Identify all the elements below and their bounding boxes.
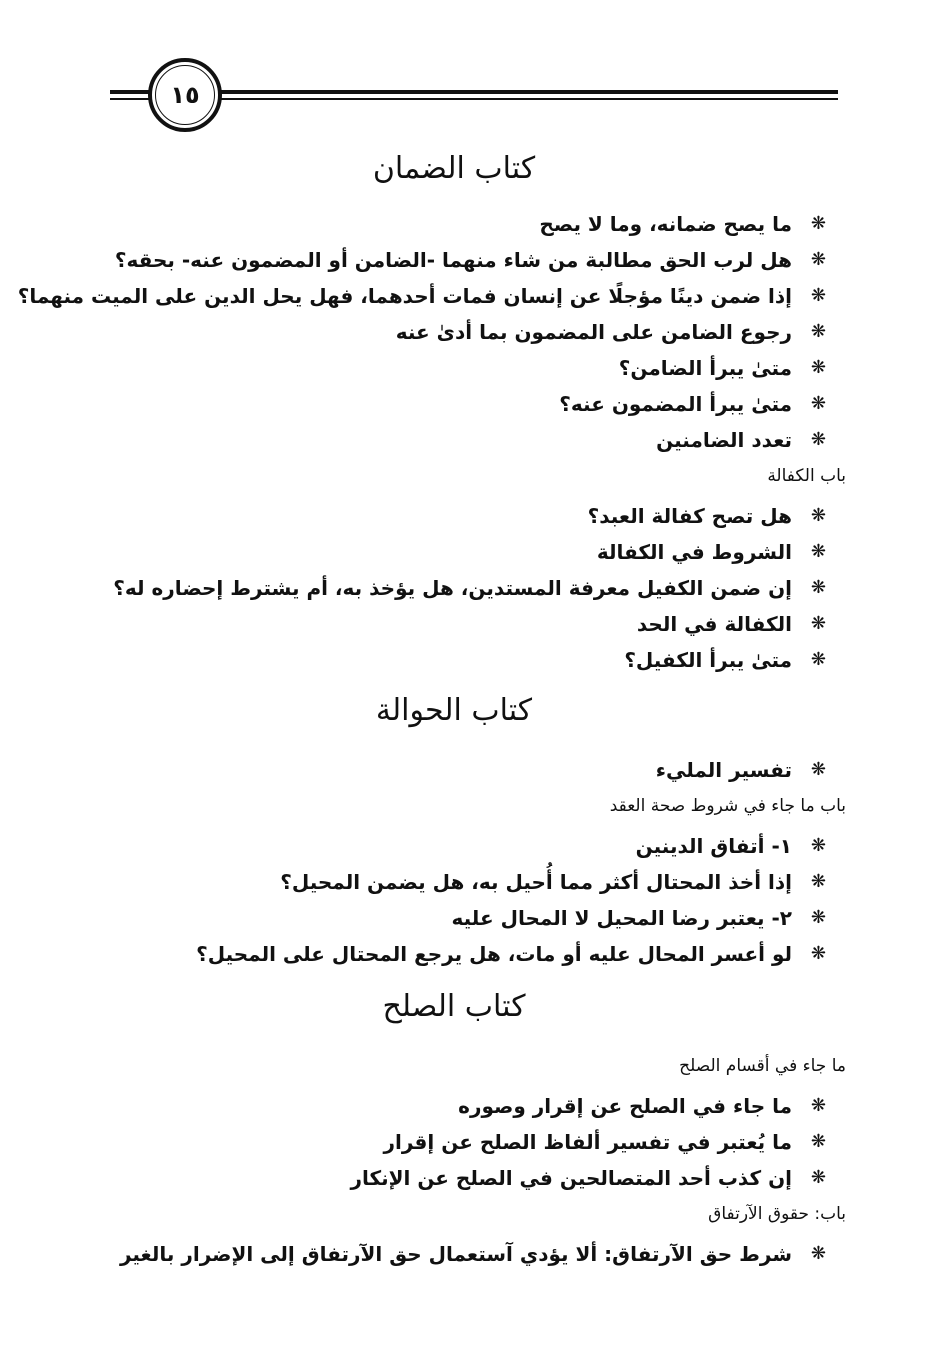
bullet-star-icon: ❋	[810, 871, 826, 892]
list-item: ❋ إذا أخذ المحتال أكثر مما أُحيل به، هل يضمن المحيل؟	[114, 864, 834, 900]
list-item: ❋ الشروط في الكفالة	[114, 534, 834, 570]
irtifaq-list	[114, 1236, 834, 1272]
list-item: ❋ ما جاء في الصلح عن إقرار وصوره	[114, 1088, 834, 1124]
page-content	[17, 140, 846, 1272]
list-item: ❋ ما يُعتبر في تفسير ألفاظ الصلح عن إقرار	[114, 1124, 834, 1160]
list-item: ❋ متىٰ يبرأ الضامن؟	[114, 350, 834, 386]
bullet-star-icon: ❋	[810, 393, 826, 414]
bullet-star-icon: ❋	[810, 1131, 826, 1152]
bullet-star-icon: ❋	[810, 213, 826, 234]
list-item: ❋ هل تصح كفالة العبد؟	[114, 498, 834, 534]
bullet-star-icon: ❋	[810, 1167, 826, 1188]
list-item: ❋ متىٰ يبرأ المضمون عنه؟	[114, 386, 834, 422]
list-item: ❋ متىٰ يبرأ الكفيل؟	[114, 642, 834, 678]
section-heading-hawala-conditions: باب ما جاء في شروط صحة العقد	[609, 796, 846, 816]
bullet-star-icon: ❋	[810, 943, 826, 964]
bullet-star-icon: ❋	[810, 1243, 826, 1264]
hawala-conditions-list	[114, 828, 834, 972]
page-number-badge	[148, 58, 222, 132]
list-item: ❋ إذا ضمن دينًا مؤجلًا عن إنسان فمات أحدهما، فهل يحل الدين على الميت منهما؟	[114, 278, 834, 314]
list-item: ❋ ٢- يعتبر رضا المحيل لا المحال عليه	[114, 900, 834, 936]
hawala-list	[114, 752, 834, 788]
list-item: ❋ إن ضمن الكفيل معرفة المستدين، هل يؤخذ به، أم يشترط إحضاره له؟	[114, 570, 834, 606]
list-item: ❋ ما يصح ضمانه، وما لا يصح	[114, 206, 834, 242]
list-item: ❋ إن كذب أحد المتصالحين في الصلح عن الإنكار	[114, 1160, 834, 1196]
list-item: ❋ الكفالة في الحد	[114, 606, 834, 642]
bullet-star-icon: ❋	[810, 505, 826, 526]
bullet-star-icon: ❋	[810, 249, 826, 270]
list-item: ❋ هل لرب الحق مطالبة من شاء منهما -الضامن أو المضمون عنه- بحقه؟	[114, 242, 834, 278]
list-item: ❋ تعدد الضامنين	[114, 422, 834, 458]
list-item: ❋ شرط حق الآرتفاق: ألا يؤدي آستعمال حق الآرتفاق إلى الإضرار بالغير	[114, 1236, 834, 1272]
book-title-daman: كتاب الضمان	[372, 151, 536, 186]
bullet-star-icon: ❋	[810, 907, 826, 928]
bullet-star-icon: ❋	[810, 759, 826, 780]
sulh-list	[114, 1088, 834, 1196]
page-header	[110, 58, 838, 134]
bullet-star-icon: ❋	[810, 649, 826, 670]
bullet-star-icon: ❋	[810, 835, 826, 856]
list-item: ❋ رجوع الضامن على المضمون بما أدىٰ عنه	[114, 314, 834, 350]
bullet-star-icon: ❋	[810, 1095, 826, 1116]
bullet-star-icon: ❋	[810, 321, 826, 342]
list-item: ❋ تفسير المليء	[114, 752, 834, 788]
daman-list	[17, 206, 834, 458]
list-item: ❋ ١- أتفاق الدينين	[114, 828, 834, 864]
book-title-hawala: كتاب الحوالة	[375, 693, 533, 728]
bullet-star-icon: ❋	[810, 285, 826, 306]
bullet-star-icon: ❋	[810, 613, 826, 634]
section-heading-kafala: باب الكفالة	[767, 466, 846, 486]
bullet-star-icon: ❋	[810, 357, 826, 378]
bullet-star-icon: ❋	[810, 429, 826, 450]
page-number: ١٥	[170, 81, 200, 109]
section-heading-sulh-types: ما جاء في أقسام الصلح	[679, 1056, 846, 1076]
bullet-star-icon: ❋	[810, 541, 826, 562]
section-heading-irtifaq: باب: حقوق الآرتفاق	[708, 1204, 846, 1224]
book-title-sulh: كتاب الصلح	[382, 989, 526, 1024]
kafala-list	[114, 498, 834, 678]
bullet-star-icon: ❋	[810, 577, 826, 598]
list-item: ❋ لو أعسر المحال عليه أو مات، هل يرجع المحتال على المحيل؟	[114, 936, 834, 972]
